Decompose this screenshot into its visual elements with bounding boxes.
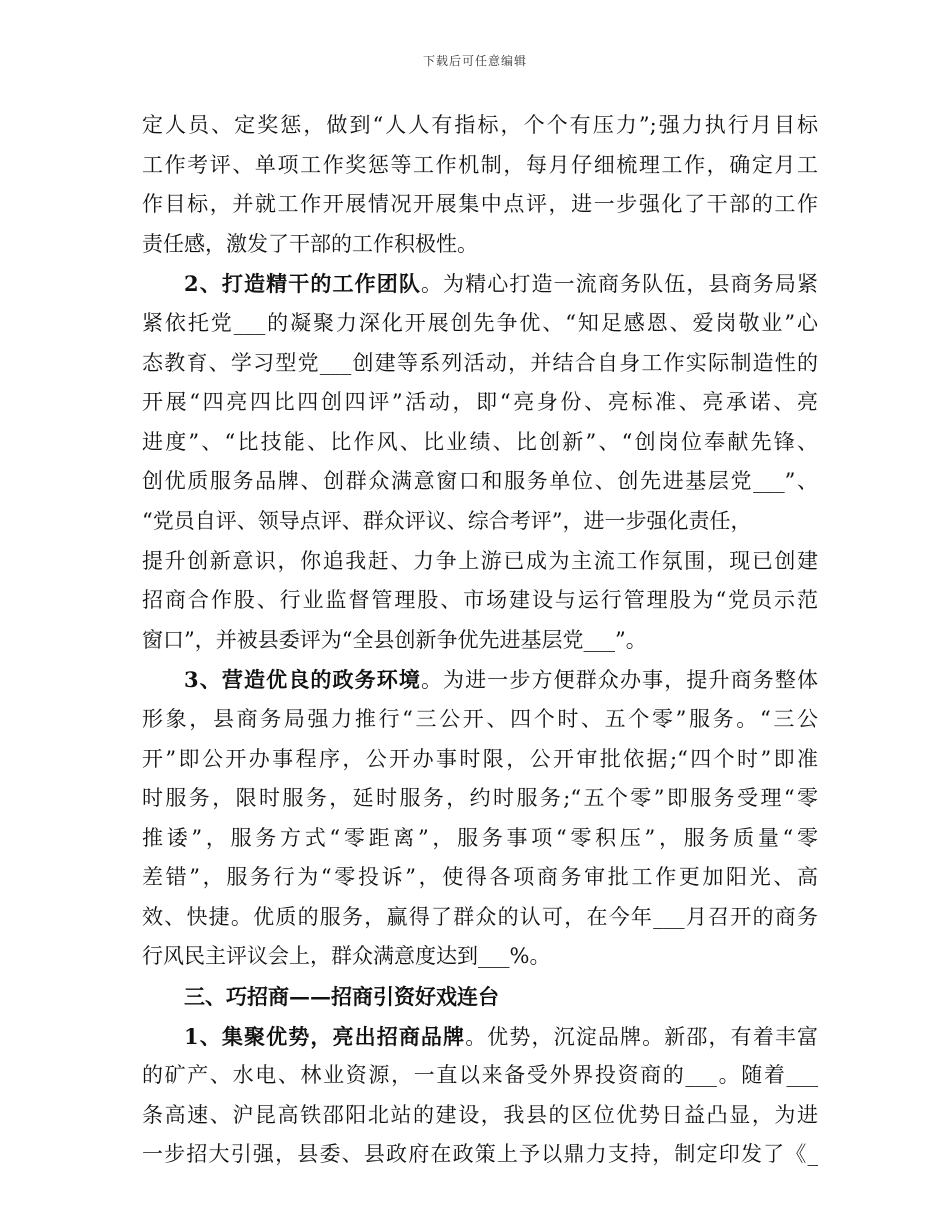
paragraph-line	[142, 1096, 818, 1136]
paragraph-heading: 1、集聚优势，亮出招商品牌	[184, 1023, 466, 1049]
paragraph-text: 一步招大引强，县委、县政府在政策上予以鼎力支持，制定印发了《_	[142, 1142, 818, 1167]
page-header: 下载后可任意编辑	[422, 54, 527, 68]
paragraph-line	[142, 621, 818, 661]
paragraph-text: 进度”、“比技能、比作风、比业绩、比创新”、“创岗位奉献先锋、	[142, 429, 818, 454]
paragraph-line	[142, 225, 818, 265]
paragraph-text: 定人员、定奖惩，做到“人人有指标，个个有压力”;强力执行月目标	[142, 113, 818, 137]
paragraph-text: 态教育、学习型党___创建等系列活动，并结合自身工作实际制造性的	[142, 350, 818, 375]
paragraph-text: 创优质服务品牌、创群众满意窗口和服务单位、创先进基层党___”、	[142, 469, 818, 494]
paragraph-text: 条高速、沪昆高铁邵阳北站的建设，我县的区位优势日益凸显，为进	[142, 1102, 818, 1127]
paragraph-line	[142, 304, 818, 344]
paragraph-line	[142, 779, 818, 819]
paragraph-text: 提升创新意识，你追我赶、力争上游已成为主流工作氛围，现已创建	[142, 548, 818, 573]
paragraph-text: 推诿”，服务方式“零距离”，服务事项“零积压”，服务质量“零	[142, 825, 818, 850]
paragraph-line	[142, 937, 818, 977]
paragraph-line	[142, 146, 818, 186]
paragraph-text: 责任感，激发了干部的工作积极性。	[142, 231, 478, 256]
paragraph-text: 作目标，并就工作开展情况开展集中点评，进一步强化了干部的工作	[142, 192, 818, 217]
paragraph-line	[142, 423, 818, 463]
paragraph-line	[142, 740, 818, 780]
paragraph-line	[142, 542, 818, 582]
paragraph-text: 开展“四亮四比四创四评”活动，即“亮身份、亮标准、亮承诺、亮	[142, 390, 818, 415]
paragraph-line	[142, 819, 818, 859]
paragraph-line	[142, 106, 818, 146]
paragraph-line	[142, 1135, 818, 1175]
section-heading	[142, 977, 818, 1017]
paragraph-text: 效、快捷。优质的服务，赢得了群众的认可，在今年___月召开的商务	[142, 904, 818, 929]
paragraph-line	[142, 898, 818, 938]
paragraph-line	[142, 462, 818, 502]
paragraph-text: 窗口”，并被县委评为“全县创新争优先进基层党___”。	[142, 627, 647, 652]
paragraph-text: 工作考评、单项工作奖惩等工作机制，每月仔细梳理工作，确定月工	[142, 152, 818, 177]
paragraph-line	[142, 858, 818, 898]
paragraph-first-line	[142, 264, 818, 304]
paragraph-text: 招商合作股、行业监督管理股、市场建设与运行管理股为“党员示范	[142, 588, 818, 613]
paragraph-line	[142, 344, 818, 384]
paragraph-text: 的矿产、水电、林业资源，一直以来备受外界投资商的___。随着___	[142, 1063, 818, 1088]
paragraph-line	[142, 383, 818, 423]
paragraph-heading: 2、打造精干的工作团队	[184, 271, 421, 297]
paragraph-text: 时服务，限时服务，延时服务，约时服务;“五个零”即服务受理“零	[142, 786, 818, 811]
paragraph-text: 差错”，服务行为“零投诉”，使得各项商务审批工作更加阳光、高	[142, 865, 818, 890]
paragraph-text: 开”即公开办事程序，公开办事时限，公开审批依据;“四个时”即准	[142, 746, 818, 771]
paragraph-first-line	[142, 660, 818, 700]
paragraph-text: 。为精心打造一流商务队伍，县商务局紧	[420, 272, 818, 297]
paragraph-text: 。优势，沉淀品牌。新邵，有着丰富	[465, 1024, 818, 1049]
paragraph-line	[142, 185, 818, 225]
section-heading-text: 三、巧招商——招商引资好戏连台	[184, 984, 499, 1010]
paragraph-text: “党员自评、领导点评、群众评议、综合考评”，进一步强化责任，	[142, 508, 752, 533]
paragraph-text: 紧依托党___的凝聚力深化开展创先争优、“知足感恩、爱岗敬业”心	[142, 310, 818, 335]
paragraph-line	[142, 502, 818, 542]
document-body	[142, 106, 818, 1175]
paragraph-line	[142, 581, 818, 621]
paragraph-text: 形象，县商务局强力推行“三公开、四个时、五个零”服务。“三公	[142, 706, 818, 731]
paragraph-heading: 3、营造优良的政务环境	[184, 667, 421, 693]
paragraph-text: 行风民主评议会上，群众满意度达到___%。	[142, 944, 551, 969]
paragraph-text: 。为进一步方便群众办事，提升商务整体	[420, 668, 818, 693]
paragraph-line	[142, 1056, 818, 1096]
paragraph-line	[142, 700, 818, 740]
paragraph-first-line	[142, 1017, 818, 1057]
